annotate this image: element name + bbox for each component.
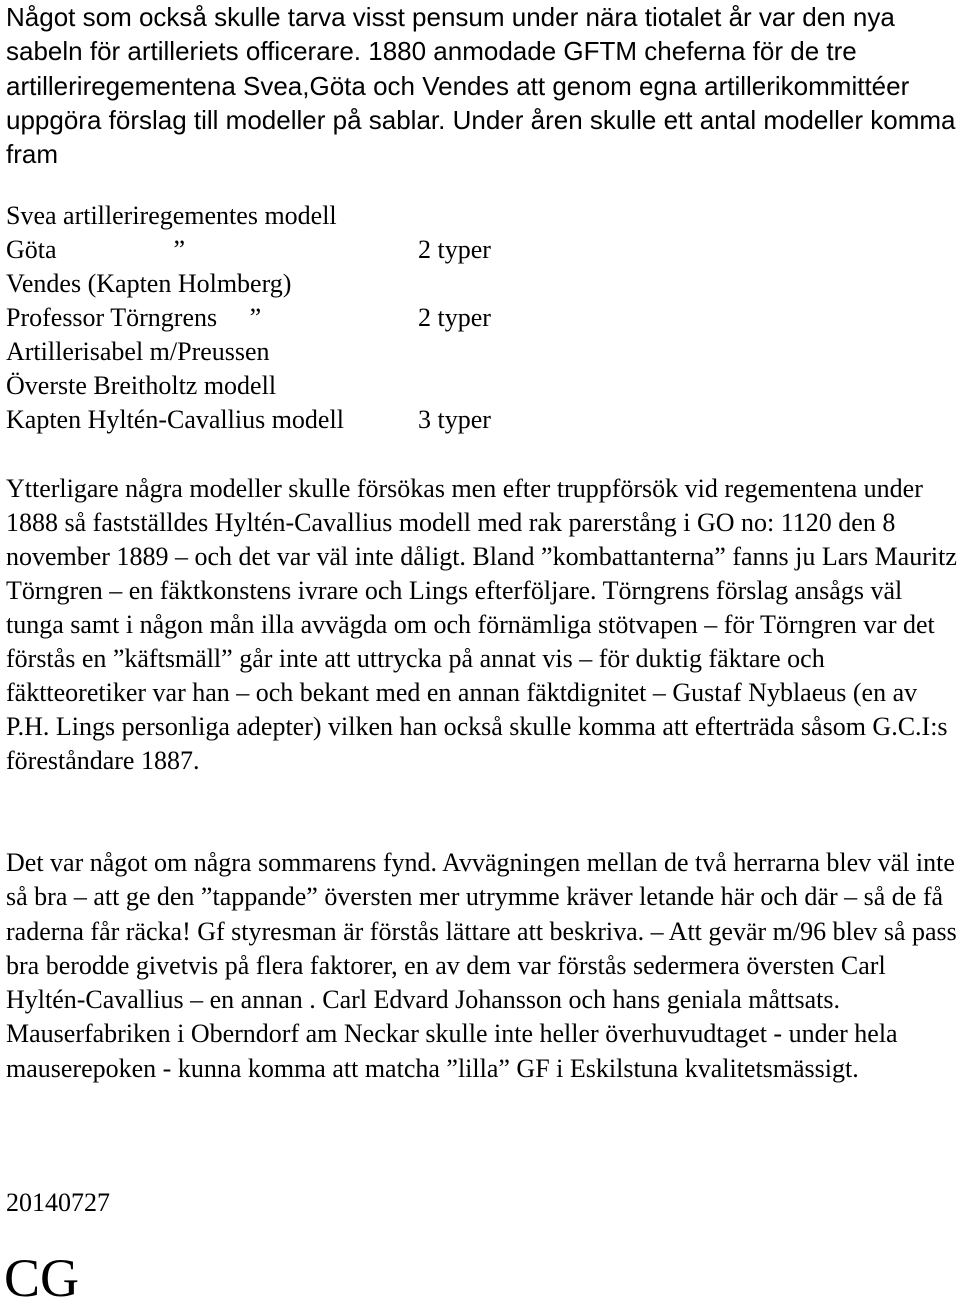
model-count: 2 typer (418, 235, 491, 264)
model-list (6, 199, 606, 437)
list-item (6, 403, 606, 437)
list-item (6, 267, 606, 301)
signature: CG (4, 1248, 80, 1308)
body-paragraph: Det var något om några sommarens fynd. Avvägningen mellan de två herrarna blev väl inte så bra – att ge den ”tappande” översten mer utrymme kräver letande här och där – så de få raderna får räcka! Gf styresman är förstås lättare att beskriva. – Att gevär m/96 blev så pass bra berodde givetvis på flera faktorer, en av dem var förstås sedermera översten Carl Hyltén-Cavallius – en annan . Carl Edvard Johansson och hans geniala måttsats. Mauserfabriken i Oberndorf am Neckar skulle inte heller överhuvudtaget - under hela mauserepoken - kunna komma att matcha ”lilla” GF i Eskilstuna kvalitetsmässigt. (6, 848, 957, 1083)
list-item (6, 369, 606, 403)
list-item (6, 335, 606, 369)
model-name: Vendes (Kapten Holmberg) (6, 269, 292, 298)
model-name: Överste Breitholtz modell (6, 371, 277, 400)
model-count: 3 typer (418, 405, 491, 434)
model-name: Artillerisabel m/Preussen (6, 337, 270, 366)
intro-paragraph: Något som också skulle tarva visst pensum under nära tiotalet år var den nya sabeln för artilleriets officerare. 1880 anmodade GFTM cheferna för de tre artilleriregementena Svea,Göta och Vendes att genom egna artillerikommittéer uppgöra förslag till modeller på sablar. Under åren skulle ett antal modeller komma fram (6, 2, 956, 170)
document-date: 20140727 (6, 1188, 110, 1217)
list-item (6, 199, 606, 233)
model-name: Kapten Hyltén-Cavallius modell (6, 405, 344, 434)
model-count: 2 typer (418, 303, 491, 332)
model-name: Svea artilleriregementes modell (6, 201, 337, 230)
list-item (6, 301, 606, 335)
model-name: Professor Törngrens ” (6, 303, 262, 332)
model-name: Göta ” (6, 235, 186, 264)
list-item (6, 233, 606, 267)
body-paragraph: Ytterligare några modeller skulle försökas men efter truppförsök vid regementena under 1888 så fastställdes Hyltén-Cavallius modell med rak parerstång i GO no: 1120 den 8 november 1889 – och det var väl inte dåligt. Bland ”kombattanterna” fanns ju Lars Mauritz Törngren – en fäktkonstens ivrare och Lings efterföljare. Törngrens förslag ansågs väl tunga samt i någon mån illa avvägda om och förnämliga stötvapen – för Törngren var det förstås en ”käftsmäll” går inte att uttrycka på annat vis – för duktig fäktare och fäktteoretiker var han – och bekant med en annan fäktdignitet – Gustaf Nyblaeus (en av P.H. Lings personliga adepter) vilken han också skulle komma att efterträda såsom G.C.I:s föreståndare 1887. (6, 474, 957, 775)
